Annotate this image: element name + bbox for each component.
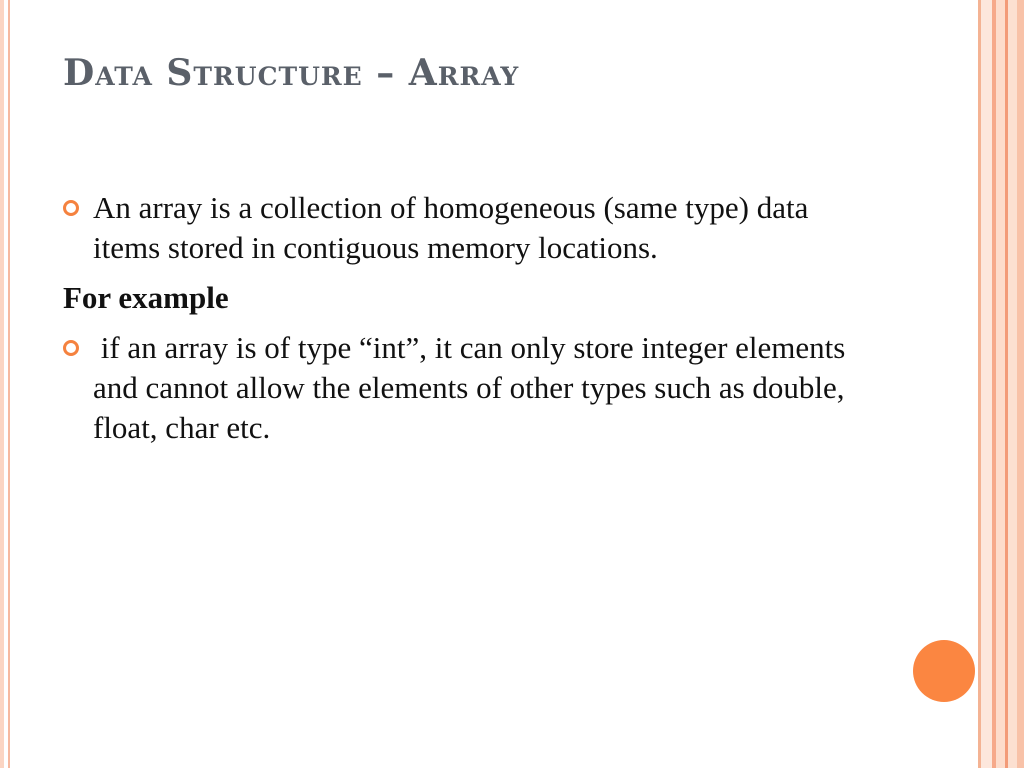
orange-circle-decoration bbox=[913, 640, 975, 702]
right-stripes-decoration bbox=[978, 0, 1024, 768]
stripe bbox=[996, 0, 1005, 768]
stripe bbox=[1008, 0, 1017, 768]
slide-content bbox=[63, 188, 863, 448]
circle-bullet-icon bbox=[63, 200, 79, 216]
bullet-text: An array is a collection of homogeneous (same type) data items stored in contiguous memory locations. bbox=[93, 190, 809, 265]
bullet-text: if an array is of type “int”, it can only store integer elements and cannot allow the elements of other types such as double, float, char etc. bbox=[93, 330, 854, 445]
stripe bbox=[1017, 0, 1024, 768]
left-border-line bbox=[8, 0, 10, 768]
subheading: For example bbox=[63, 280, 229, 315]
left-border-decoration bbox=[0, 0, 4, 768]
circle-bullet-icon bbox=[63, 340, 79, 356]
stripe bbox=[981, 0, 992, 768]
bullet-item bbox=[63, 188, 863, 268]
slide-title: Data Structure – Array bbox=[63, 52, 520, 94]
bullet-item bbox=[63, 328, 863, 448]
